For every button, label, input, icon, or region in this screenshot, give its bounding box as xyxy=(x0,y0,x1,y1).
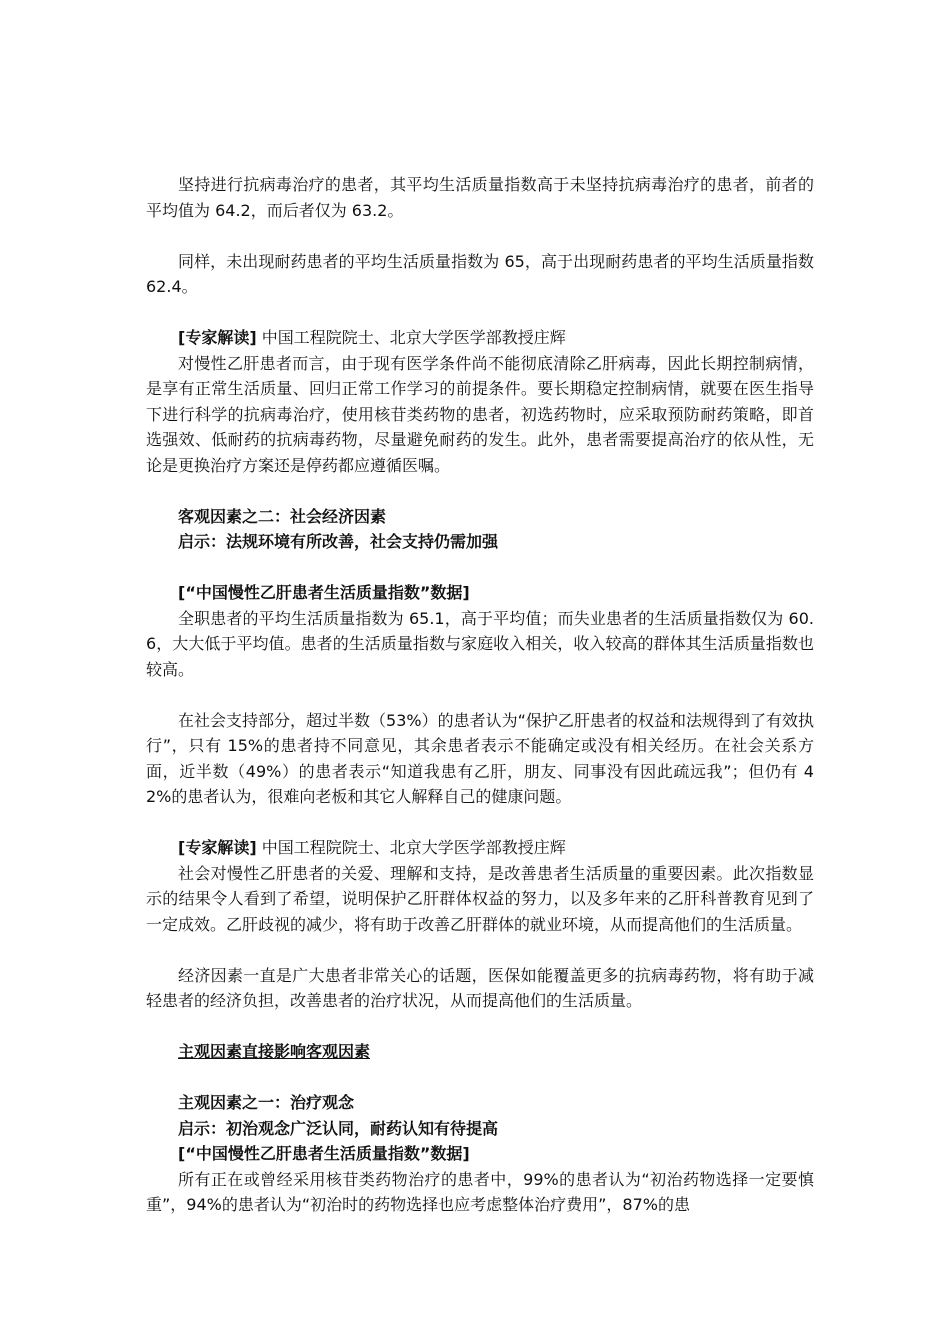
expert-commentary-body-1: 对慢性乙肝患者而言，由于现有医学条件尚不能彻底清除乙肝病毒，因此长期控制病情，是享有正常生活质量、回归正常工作学习的前提条件。要长期稳定控制病情，就要在医生指导下进行科学的抗病毒治疗，使用核苷类药物的患者，初选药物时，应采取预防耐药策略，即首选强效、低耐药的抗病毒药物，尽量避免耐药的发生。此外，患者需要提高治疗的依从性，无论是更换治疗方案还是停药都应遵循医嘱。 xyxy=(146,353,814,475)
spacer xyxy=(146,223,814,249)
spacer xyxy=(146,1014,814,1040)
spacer xyxy=(146,300,814,326)
paragraph-employment: 全职患者的平均生活质量指数为 65.1，高于平均值；而失业患者的生活质量指数仅为 60.6，大大低于平均值。患者的生活质量指数与家庭收入相关，收入较高的群体其生活质量指数也较高。 xyxy=(146,608,814,679)
paragraph-economic: 经济因素一直是广大患者非常关心的话题，医保如能覆盖更多的抗病毒药物，将有助于减轻患者的经济负担，改善患者的治疗状况，从而提高他们的生活质量。 xyxy=(146,965,814,1010)
paragraph-social-support: 在社会支持部分，超过半数（53%）的患者认为“保护乙肝患者的权益和法规得到了有效执行”，只有 15%的患者持不同意见，其余患者表示不能确定或没有相关经历。在社会关系方面，近半数（49%）的患者表示“知道我患有乙肝，朋友、同事没有因此疏远我”；但仍有 42%的患者认为，很难向老板和其它人解释自己的健康问题。 xyxy=(146,710,814,806)
paragraph-antiviral-adherence: 坚持进行抗病毒治疗的患者，其平均生活质量指数高于未坚持抗病毒治疗的患者，前者的平均值为 64.2，而后者仅为 63.2。 xyxy=(146,175,814,220)
paragraph-treatment-views: 所有正在或曾经采用核苷类药物治疗的患者中，99%的患者认为“初治药物选择一定要慎重”，94%的患者认为“初治时的药物选择也应考虑整体治疗费用”，87%的患 xyxy=(146,1169,814,1214)
section-title-treatment: 主观因素之一：治疗观念 xyxy=(178,1093,355,1112)
document-page xyxy=(146,172,814,1218)
data-tag-2: [“中国慢性乙肝患者生活质量指数”数据] xyxy=(178,1144,470,1163)
spacer xyxy=(146,1065,814,1091)
expert-commentary-heading-1 xyxy=(146,325,814,351)
spacer xyxy=(146,555,814,581)
expert-tag: [专家解读] xyxy=(178,328,257,347)
paragraph-resistance: 同样，未出现耐药患者的平均生活质量指数为 65，高于出现耐药患者的平均生活质量指数 62.4。 xyxy=(146,251,814,296)
spacer xyxy=(146,478,814,504)
section-title-socioeconomic: 客观因素之二：社会经济因素 xyxy=(178,506,387,526)
expert-commentary-body-2: 社会对慢性乙肝患者的关爱、理解和支持，是改善患者生活质量的重要因素。此次指数显示的结果令人看到了希望，说明保护乙肝群体权益的努力，以及多年来的乙肝科普教育见到了一定成效。乙肝歧视的减少，将有助于改善乙肝群体的就业环境，从而提高他们的生活质量。 xyxy=(146,863,814,934)
spacer xyxy=(146,937,814,963)
expert-tag: [专家解读] xyxy=(178,838,257,857)
main-heading xyxy=(146,1039,814,1065)
main-heading-text: 主观因素直接影响客观因素 xyxy=(178,1042,371,1061)
expert-commentary-heading-2 xyxy=(146,835,814,861)
spacer xyxy=(146,682,814,708)
expert-author: 中国工程院院士、北京大学医学部教授庄辉 xyxy=(256,838,566,857)
section-hint-treatment: 启示：初治观念广泛认同，耐药认知有待提高 xyxy=(178,1118,499,1138)
spacer xyxy=(146,810,814,836)
section-hint-socioeconomic: 启示：法规环境有所改善，社会支持仍需加强 xyxy=(178,532,499,551)
expert-author: 中国工程院院士、北京大学医学部教授庄辉 xyxy=(256,328,566,347)
data-tag-1: [“中国慢性乙肝患者生活质量指数”数据] xyxy=(178,583,470,602)
